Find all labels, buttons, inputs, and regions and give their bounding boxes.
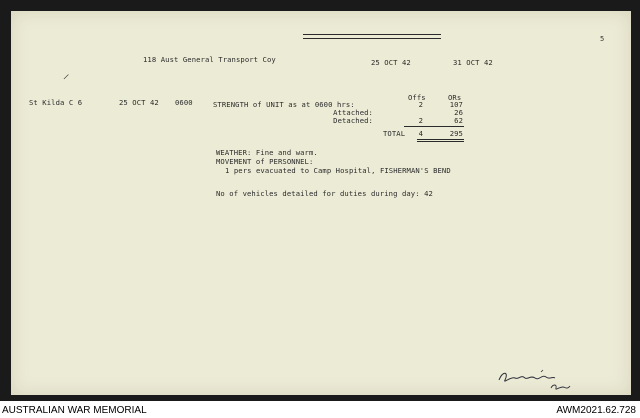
total-rule-bottom-1 [417, 139, 464, 140]
footer-reference: AWM2021.62.728 [556, 405, 636, 416]
total-rule-top [404, 126, 464, 127]
footer-institution: AUSTRALIAN WAR MEMORIAL [2, 405, 147, 416]
attached-label: Attached: [333, 108, 373, 117]
total-label: TOTAL [383, 129, 406, 138]
vehicles-detailed: No of vehicles detailed for duties during day: 42 [216, 189, 433, 198]
strength-offs: 2 [418, 100, 423, 109]
date-to: 31 OCT 42 [453, 58, 493, 67]
strength-ors: 107 [449, 100, 463, 109]
col-offs: Offs [408, 93, 426, 102]
entry-time: 0600 [175, 98, 193, 107]
detached-label: Detached: [333, 116, 373, 125]
total-ors: 295 [449, 129, 463, 138]
total-offs: 4 [418, 129, 423, 138]
col-ors: ORs [448, 93, 462, 102]
header-rule-top [303, 34, 441, 35]
margin-tick: / [62, 72, 70, 82]
detached-offs: 2 [418, 116, 423, 125]
entry-date: 25 OCT 42 [119, 98, 159, 107]
header-rule-bottom [303, 38, 441, 39]
diary-page [11, 11, 631, 395]
total-rule-bottom-2 [417, 141, 464, 142]
detached-ors: 62 [454, 116, 463, 125]
movement-heading: MOVEMENT of PERSONNEL: [216, 157, 314, 166]
page-number: 5 [600, 35, 605, 43]
place: St Kilda C 6 [29, 98, 83, 107]
strength-label: STRENGTH of UNIT as at 0600 hrs: [213, 100, 355, 109]
date-from: 25 OCT 42 [371, 58, 411, 67]
attached-ors: 26 [454, 108, 463, 117]
weather: WEATHER: Fine and warm. [216, 148, 318, 157]
handwritten-signature [495, 366, 585, 394]
archive-footer [0, 401, 640, 418]
unit-name: 118 Aust General Transport Coy [143, 55, 276, 64]
movement-detail: 1 pers evacuated to Camp Hospital, FISHERMAN'S BEND [225, 166, 451, 175]
